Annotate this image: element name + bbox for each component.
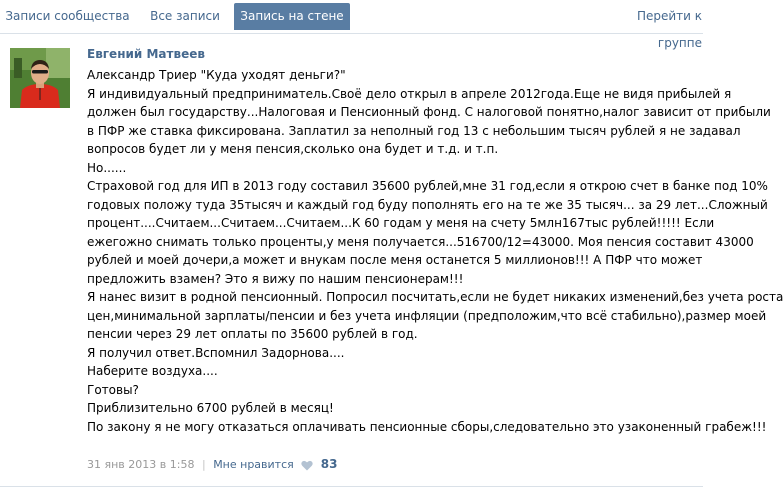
post-line: предложить взамен? Это я вижу по нашим пенсионерам!!! — [87, 271, 464, 286]
like-count: 83 — [320, 457, 338, 471]
post-line: Я индивидуальный предприниматель.Своё дело открыл в апреле 2012года.Еще не видя прибылей я — [87, 86, 732, 101]
post-line: в ПФР же ставка фиксирована. Заплатил за неполный год 13 с небольшим тысяч рублей я не задавал — [87, 123, 741, 138]
post-line: Я получил ответ.Вспомнил Задорнова.... — [87, 345, 345, 360]
tab-community-posts[interactable]: Записи сообщества — [5, 9, 130, 23]
post-line: цен,минимальной зарплаты/пенсии и без учета инфляции (предположим,что всё стабильно),размер моей — [87, 308, 767, 323]
avatar[interactable] — [10, 48, 70, 108]
post-line: должен был государству...Налоговая и Пенсионный фонд. С налоговой понятно,налог зависит от прибыли — [87, 105, 771, 119]
like-button[interactable] — [213, 458, 337, 471]
like-label: Мне нравится — [213, 458, 294, 471]
post-line: Наберите воздуха.... — [87, 364, 218, 378]
post-line: годовых положу туда 35тысяч и каждый год буду пополнять его на те же 35 тысяч... за 29 лет...Сложный — [87, 197, 768, 212]
avatar-photo — [10, 48, 70, 108]
goto-group-link[interactable]: Перейти к группе — [636, 9, 702, 50]
post-line: Но...... — [87, 160, 127, 175]
post-line: пенсии через 29 лет оплаты по 35600 рублей в год. — [87, 327, 418, 341]
post-date[interactable]: 31 янв 2013 в 1:58 — [87, 458, 195, 471]
post-line: Страховой год для ИП в 2013 году составил 35600 рублей,мне 31 год,если я открою счет в банке под 10% — [87, 179, 768, 193]
footer-separator: | — [201, 458, 206, 471]
post-line: процент....Считаем...Считаем...Считаем...К 60 годам у меня на счету 5млн167тыс рублей!!!!! Если — [87, 216, 715, 230]
divider — [0, 486, 703, 487]
post-footer — [87, 456, 337, 472]
post-line: Приблизительно 6700 рублей в месяц! — [87, 401, 334, 415]
post-author[interactable]: Евгений Матвеев — [87, 47, 205, 61]
post-text — [87, 66, 783, 436]
post-line: Я нанес визит в родной пенсионный. Попросил посчитать,если не будет никаких изменений,без учета роста — [87, 290, 783, 304]
heart-icon — [301, 460, 313, 476]
post-line: Александр Триер "Куда уходят деньги?" — [87, 68, 346, 82]
tab-all-posts[interactable]: Все записи — [150, 9, 220, 23]
post-line: Готовы? — [87, 382, 139, 397]
tab-bar — [0, 0, 703, 50]
post-line: ежегожно снимать только проценты,у меня получается...516700/12=43000. Моя пенсия составит 43000 — [87, 234, 754, 249]
post-line: рублей и моей дочери,а может и внукам после меня останется 5 миллионов!!! А ПФР что может — [87, 253, 703, 267]
tab-wall-post[interactable]: Запись на стене — [234, 3, 350, 30]
post-line: вопросов будет ли у меня пенсия,сколько она будет и т.д. и т.п. — [87, 142, 499, 156]
post-line: По закону я не могу отказаться оплачивать пенсионные сборы,следовательно это узаконенный грабеж!!! — [87, 419, 767, 434]
